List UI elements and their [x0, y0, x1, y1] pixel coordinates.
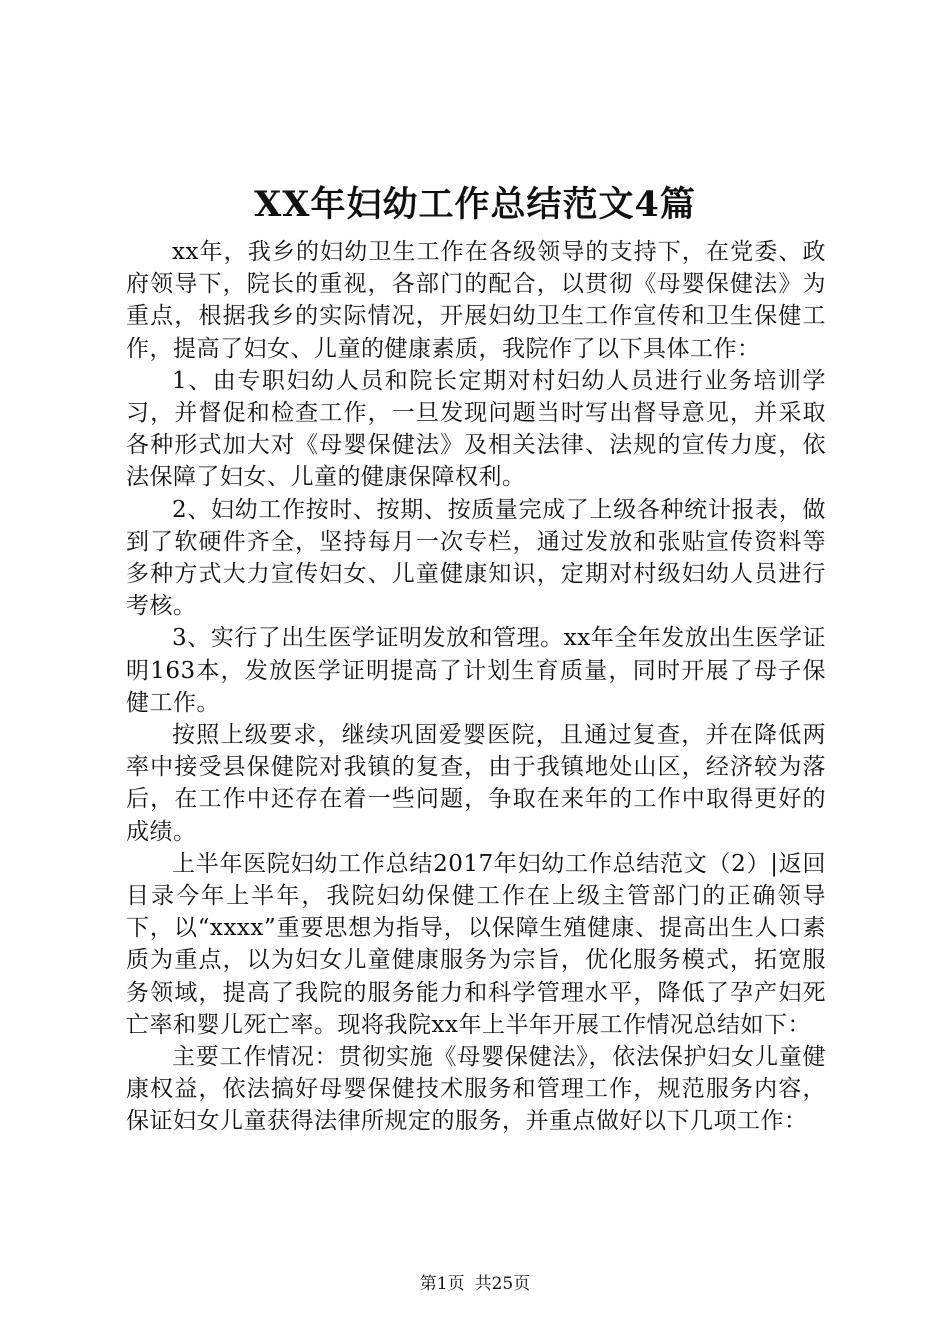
page-number: 第1页 — [419, 1274, 465, 1294]
paragraph-intro: xx年，我乡的妇幼卫生工作在各级领导的支持下，在党委、政府领导下，院长的重视，各部门的配合，以贯彻《母婴保健法》为重点，根据我乡的实际情况，开展妇幼卫生工作宣传和卫生保健工作，提高了妇女、儿童的健康素质，我院作了以下具体工作： — [126, 239, 826, 362]
paragraph-plan: 按照上级要求，继续巩固爱婴医院，且通过复查，并在降低两率中接受县保健院对我镇的复查，由于我镇地处山区，经济较为落后，在工作中还存在着一些问题，争取在来年的工作中取得更好的成绩。 — [126, 722, 826, 845]
paragraph-item-3: 3、实行了出生医学证明发放和管理。xx年全年发放出生医学证明163本，发放医学证明提高了计划生育质量，同时开展了母子保健工作。 — [126, 625, 826, 716]
paragraph-item-1: 1、由专职妇幼人员和院长定期对村妇幼人员进行业务培训学习，并督促和检查工作，一旦发现问题当时写出督导意见，并采取各种形式加大对《母婴保健法》及相关法律、法规的宣传力度，依法保障了妇女、儿童的健康保障权利。 — [126, 367, 826, 491]
page-footer — [0, 1272, 950, 1296]
paragraph-item-2: 2、妇幼工作按时、按期、按质量完成了上级各种统计报表，做到了软硬件齐全，坚持每月一次专栏，通过发放和张贴宣传资料等多种方式大力宣传妇女、儿童健康知识，定期对村级妇幼人员进行考核。 — [126, 496, 826, 620]
page-total: 共25页 — [474, 1274, 531, 1294]
document-body — [126, 236, 826, 1138]
document-title: XX年妇幼工作总结范文4篇 — [254, 184, 696, 225]
paragraph-main-work: 主要工作情况：贯彻实施《母婴保健法》，依法保护妇女儿童健康权益，依法搞好母婴保健技术服务和管理工作，规范服务内容，保证妇女儿童获得法律所规定的服务，并重点做好以下几项工作： — [126, 1044, 826, 1135]
paragraph-half-year-summary: 上半年医院妇幼工作总结2017年妇幼工作总结范文（2）|返回目录今年上半年，我院妇幼保健工作在上级主管部门的正确领导下，以“xxxx”重要思想为指导，以保障生殖健康、提高出生人口素质为重点，以为妇女儿童健康服务为宗旨，优化服务模式，拓宽服务领域，提高了我院的服务能力和科学管理水平，降低了孕产妇死亡率和婴儿死亡率。现将我院xx年上半年开展工作情况总结如下： — [126, 850, 826, 1038]
